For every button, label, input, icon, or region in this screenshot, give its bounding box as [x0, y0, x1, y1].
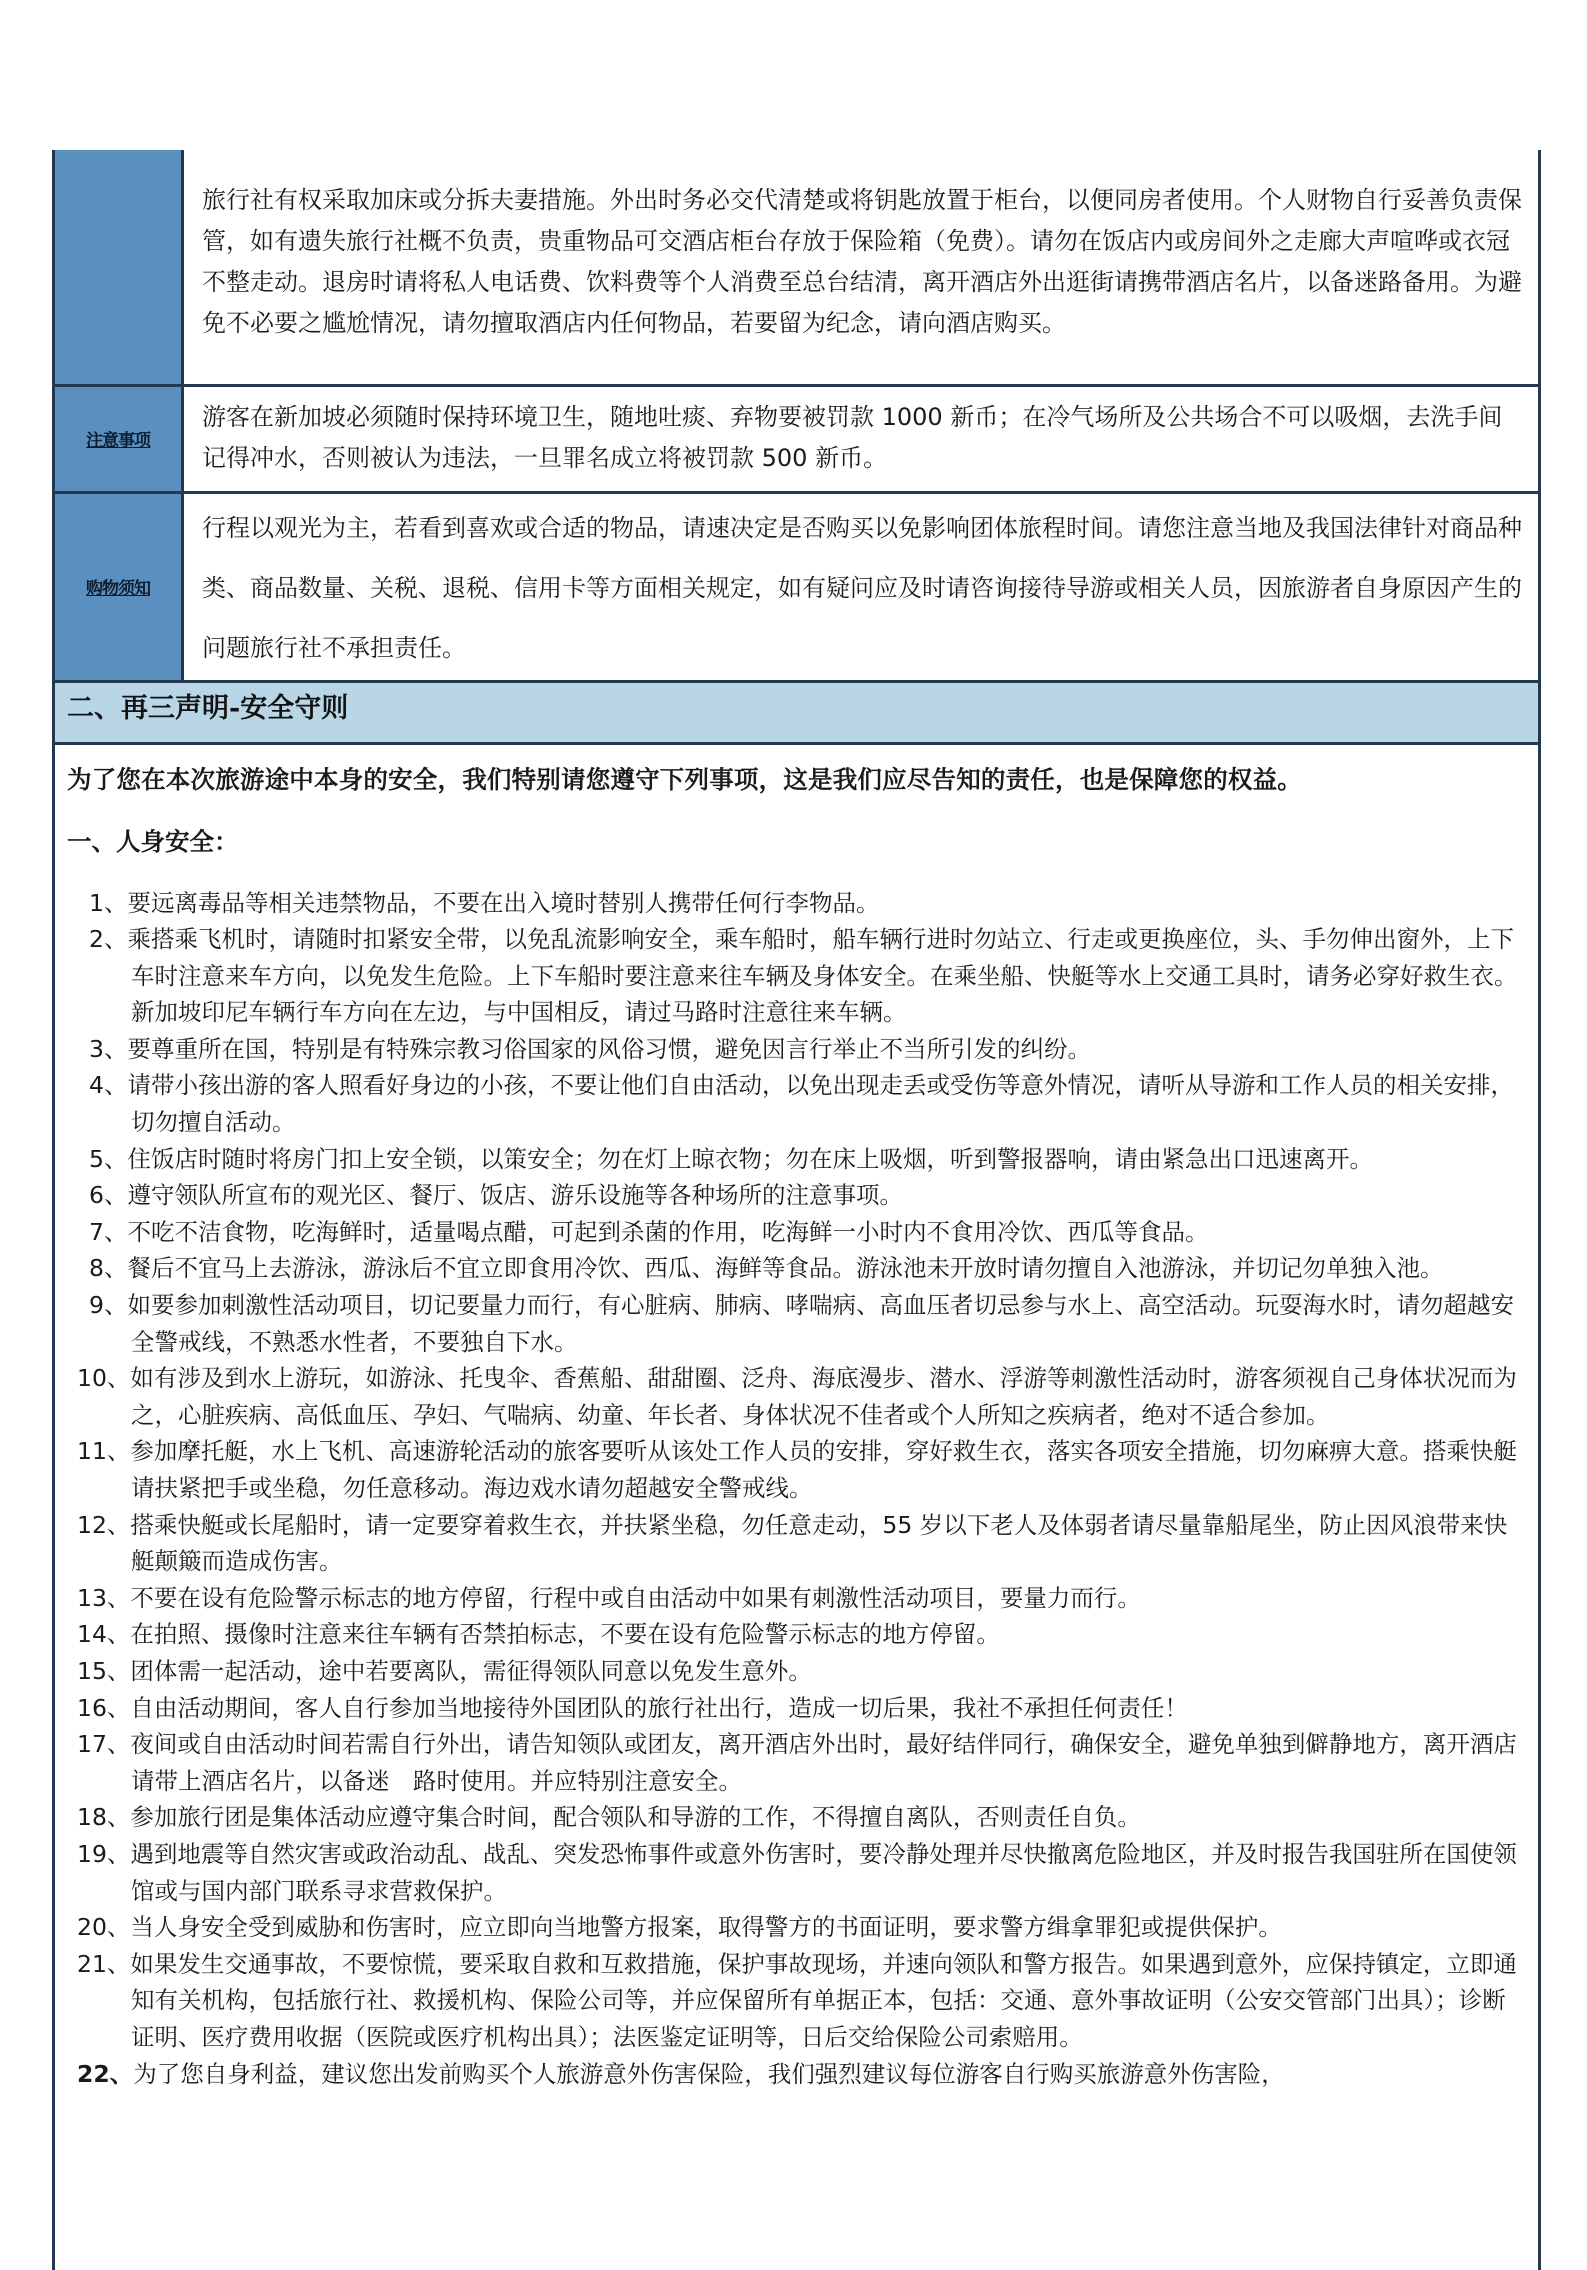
list-item-number: 16、: [77, 1693, 131, 1722]
list-item-number: 19、: [77, 1839, 131, 1868]
list-item-text: 参加旅行团是集体活动应遵守集合时间，配合领队和导游的工作，不得擅自离队，否则责任自负。: [130, 1803, 1141, 1832]
list-item-text: 搭乘快艇或长尾船时，请一定要穿着救生衣，并扶紧坐稳，勿任意走动，55 岁以下老人及体弱者请尽量靠船尾坐，防止因风浪带来快艇颠簸而造成伤害。: [130, 1510, 1508, 1576]
list-item-text: 要尊重所在国，特别是有特殊宗教习俗国家的风俗习惯，避免因言行举止不当所引发的纠纷。: [127, 1034, 1091, 1063]
list-item-text: 如果发生交通事故，不要惊慌，要采取自救和互救措施，保护事故现场，并速向领队和警方报告。如果遇到意外，应保持镇定，立即通知有关机构，包括旅行社、救援机构、保险公司等，并应保留所有单据正本，包括：交通、意外事故证明（公安交管部门出具）；诊断证明、医疗费用收据（医院或医疗机构出具）；法医鉴定证明等，日后交给保险公司索赔用。: [130, 1949, 1517, 2051]
list-item: [67, 1433, 1526, 1506]
list-item: [67, 1287, 1526, 1360]
list-item: [67, 1836, 1526, 1909]
list-item-number: 2、: [89, 925, 128, 954]
info-row-label: [55, 150, 183, 385]
list-item-text: 自由活动期间，客人自行参加当地接待外国团队的旅行社出行，造成一切后果，我社不承担任何责任！: [130, 1693, 1188, 1722]
list-item: [67, 1214, 1526, 1251]
list-item-text: 要远离毒品等相关违禁物品，不要在出入境时替别人携带任何行李物品。: [127, 888, 880, 917]
list-item-text: 请带小孩出游的客人照看好身边的小孩，不要让他们自由活动，以免出现走丢或受伤等意外情况，请听从导游和工作人员的相关安排，切勿擅自活动。: [127, 1071, 1514, 1137]
list-item-text: 在拍照、摄像时注意来往车辆有否禁拍标志，不要在设有危险警示标志的地方停留。: [130, 1620, 1000, 1649]
list-item-text: 遇到地震等自然灾害或政治动乱、战乱、突发恐怖事件或意外伤害时，要冷静处理并尽快撤离危险地区，并及时报告我国驻所在国使领馆或与国内部门联系寻求营救保护。: [130, 1839, 1517, 1905]
document-frame: [52, 150, 1541, 2270]
list-item-number: 14、: [77, 1620, 131, 1649]
list-item: [67, 1250, 1526, 1287]
list-item: [67, 1067, 1526, 1140]
list-item-text: 乘搭乘飞机时，请随时扣紧安全带，以免乱流影响安全，乘车船时，船车辆行进时勿站立、行走或更换座位，头、手勿伸出窗外，上下车时注意来车方向，以免发生危险。上下车船时要注意来往车辆及身体安全。在乘坐船、快艇等水上交通工具时，请务必穿好救生衣。新加坡印尼车辆行车方向在左边，与中国相反，请过马路时注意往来车辆。: [127, 925, 1518, 1027]
list-item-number: 22、: [77, 2059, 134, 2088]
list-item-text: 餐后不宜马上去游泳，游泳后不宜立即食用冷饮、西瓜、海鲜等食品。游泳池未开放时请勿擅自入池游泳，并切记勿单独入池。: [127, 1254, 1444, 1283]
list-item-number: 21、: [77, 1949, 131, 1978]
list-item-text: 团体需一起活动，途中若要离队，需征得领队同意以免发生意外。: [130, 1656, 812, 1685]
list-item: [67, 1177, 1526, 1214]
list-item-number: 11、: [77, 1437, 131, 1466]
list-item: [67, 1726, 1526, 1799]
list-item-text: 如要参加刺激性活动项目，切记要量力而行，有心脏病、肺病、哮喘病、高血压者切忌参与水上、高空活动。玩耍海水时，请勿超越安全警戒线，不熟悉水性者，不要独自下水。: [127, 1291, 1514, 1356]
list-item: [67, 1031, 1526, 1068]
list-item: [67, 1690, 1526, 1727]
list-item-number: 17、: [77, 1730, 131, 1759]
list-item: [67, 1580, 1526, 1617]
list-item: [67, 885, 1526, 922]
safety-rules-list: [67, 885, 1526, 2093]
info-row-label: 购物须知: [55, 492, 183, 681]
info-row-paragraph: 游客在新加坡必须随时保持环境卫生，随地吐痰、弃物要被罚款 1000 新币；在冷气场所及公共场合不可以吸烟，去洗手间记得冲水，否则被认为违法，一旦罪名成立将被罚款 500 新币。: [183, 385, 1539, 492]
safety-section: [55, 745, 1538, 2093]
list-item-number: 15、: [77, 1656, 131, 1685]
list-item-number: 18、: [77, 1803, 131, 1832]
info-row-paragraph: 旅行社有权采取加床或分拆夫妻措施。外出时务必交代清楚或将钥匙放置于柜台，以便同房者使用。个人财物自行妥善负责保管，如有遗失旅行社概不负责，贵重物品可交酒店柜台存放于保险箱（免费）。请勿在饭店内或房间外之走廊大声喧哗或衣冠不整走动。退房时请将私人电话费、饮料费等个人消费至总台结清，离开酒店外出逛街请携带酒店名片，以备迷路备用。为避免不必要之尴尬情况，请勿擅取酒店内任何物品，若要留为纪念，请向酒店购买。: [183, 150, 1539, 385]
list-item: [67, 1653, 1526, 1690]
list-item-number: 7、: [89, 1217, 128, 1246]
info-row: [55, 492, 1538, 681]
list-item-text: 遵守领队所宣布的观光区、餐厅、饭店、游乐设施等各种场所的注意事项。: [127, 1181, 903, 1210]
section-heading: 二、再三声明-安全守则: [55, 683, 1538, 745]
list-item-text: 不吃不洁食物，吃海鲜时，适量喝点醋，可起到杀菌的作用，吃海鲜一小时内不食用冷饮、西瓜等食品。: [127, 1217, 1209, 1246]
list-item: [67, 1616, 1526, 1653]
list-item-text: 夜间或自由活动时间若需自行外出，请告知领队或团友，离开酒店外出时，最好结伴同行，确保安全，避免单独到僻静地方，离开酒店请带上酒店名片，以备迷 路时使用。并应特别注意安全。: [130, 1730, 1517, 1795]
list-item-number: 5、: [89, 1144, 128, 1173]
list-item-number: 4、: [89, 1071, 128, 1100]
list-item: [67, 1507, 1526, 1580]
list-item-number: 8、: [89, 1254, 128, 1283]
list-item-text: 当人身安全受到威胁和伤害时，应立即向当地警方报案，取得警方的书面证明，要求警方缉拿罪犯或提供保护。: [130, 1913, 1282, 1942]
list-item-text: 如有涉及到水上游玩，如游泳、托曳伞、香蕉船、甜甜圈、泛舟、海底漫步、潜水、浮游等刺激性活动时，游客须视自己身体状况而为之，心脏疾病、高低血压、孕妇、气喘病、幼童、年长者、身体状况不佳者或个人所知之疾病者，绝对不适合参加。: [130, 1364, 1517, 1429]
list-item-text: 不要在设有危险警示标志的地方停留，行程中或自由活动中如果有刺激性活动项目，要量力而行。: [130, 1583, 1141, 1612]
info-row: [55, 385, 1538, 492]
list-item-number: 9、: [89, 1291, 128, 1320]
info-row: [55, 150, 1538, 385]
list-item-number: 13、: [77, 1583, 131, 1612]
list-item: [67, 1141, 1526, 1178]
info-row-label: 注意事项: [55, 385, 183, 492]
intro-statement: 为了您在本次旅游途中本身的安全，我们特别请您遵守下列事项，这是我们应尽告知的责任，也是保障您的权益。: [67, 764, 1302, 794]
list-item: [67, 2056, 1526, 2093]
info-row-paragraph: 行程以观光为主，若看到喜欢或合适的物品，请速决定是否购买以免影响团体旅程时间。请您注意当地及我国法律针对商品种类、商品数量、关税、退税、信用卡等方面相关规定，如有疑问应及时请咨询接待导游或相关人员，因旅游者自身原因产生的问题旅行社不承担责任。: [183, 492, 1539, 681]
list-item: [67, 1909, 1526, 1946]
subheading-personal-safety: 一、人身安全：: [67, 826, 239, 856]
list-item-number: 3、: [89, 1034, 128, 1063]
info-table: [55, 150, 1538, 683]
list-item: [67, 1360, 1526, 1433]
list-item-number: 20、: [77, 1913, 131, 1942]
list-item-text: 住饭店时随时将房门扣上安全锁，以策安全；勿在灯上晾衣物；勿在床上吸烟，听到警报器响，请由紧急出口迅速离开。: [127, 1144, 1373, 1173]
list-item: [67, 1799, 1526, 1836]
list-item-number: 10、: [77, 1364, 131, 1393]
list-item-number: 6、: [89, 1181, 128, 1210]
list-item-number: 12、: [77, 1510, 131, 1539]
list-item-text: 参加摩托艇，水上飞机、高速游轮活动的旅客要听从该处工作人员的安排，穿好救生衣，落实各项安全措施，切勿麻痹大意。搭乘快艇请扶紧把手或坐稳，勿任意移动。海边戏水请勿超越安全警戒线。: [130, 1437, 1517, 1502]
list-item: [67, 1946, 1526, 2056]
list-item-number: 1、: [89, 888, 128, 917]
list-item: [67, 921, 1526, 1031]
list-item-text: 为了您自身利益，建议您出发前购买个人旅游意外伤害保险，我们强烈建议每位游客自行购买旅游意外伤害险，: [133, 2059, 1285, 2088]
